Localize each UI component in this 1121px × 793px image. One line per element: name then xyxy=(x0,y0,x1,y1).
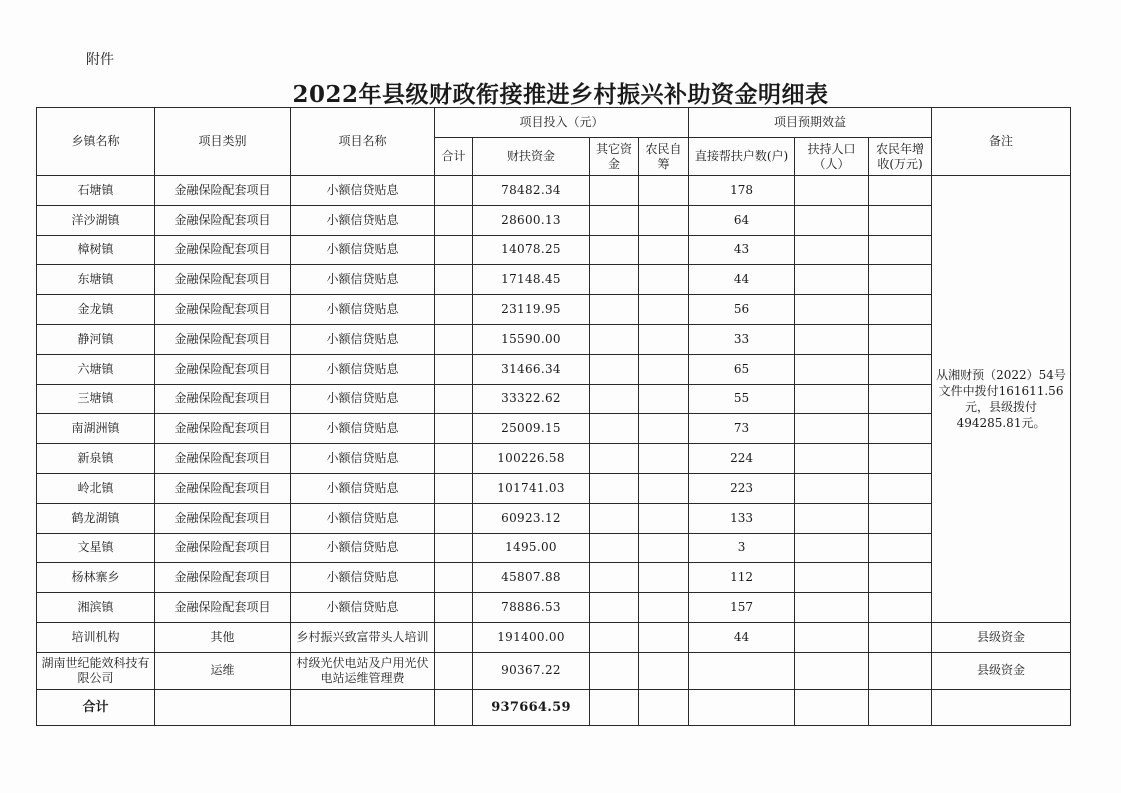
farmer-self-cell xyxy=(639,295,689,325)
farmer-self-cell xyxy=(639,563,689,593)
header-project-name: 项目名称 xyxy=(291,108,435,176)
farmer-self-cell xyxy=(639,384,689,414)
header-other-fund: 其它资金 xyxy=(590,138,639,176)
total-cell xyxy=(435,622,473,652)
table-row xyxy=(37,354,1071,384)
project-cell: 小额信贷贴息 xyxy=(291,503,435,533)
town-cell: 湘滨镇 xyxy=(37,593,155,623)
category-cell: 金融保险配套项目 xyxy=(155,235,291,265)
merged-remark-cell: 从湘财预（2022）54号文件中拨付161611.56元，县级拨付494285.81元。 xyxy=(932,176,1071,623)
header-households: 直接帮扶户数(户) xyxy=(689,138,795,176)
header-people: 扶持人口（人） xyxy=(795,138,869,176)
people-cell xyxy=(795,324,869,354)
town-cell: 岭北镇 xyxy=(37,473,155,503)
households-cell: 65 xyxy=(689,354,795,384)
farmer-self-cell xyxy=(639,444,689,474)
income-cell xyxy=(869,176,932,206)
category-cell xyxy=(155,689,291,725)
town-cell: 樟树镇 xyxy=(37,235,155,265)
farmer-self-cell xyxy=(639,652,689,689)
income-cell xyxy=(869,295,932,325)
table-row xyxy=(37,295,1071,325)
project-cell: 小额信贷贴息 xyxy=(291,384,435,414)
fiscal-fund-cell: 14078.25 xyxy=(473,235,590,265)
fund-detail-table xyxy=(36,107,1071,726)
fiscal-fund-cell: 78886.53 xyxy=(473,593,590,623)
income-cell xyxy=(869,354,932,384)
fiscal-fund-cell: 33322.62 xyxy=(473,384,590,414)
farmer-self-cell xyxy=(639,414,689,444)
table-row xyxy=(37,503,1071,533)
category-cell: 金融保险配套项目 xyxy=(155,324,291,354)
farmer-self-cell xyxy=(639,503,689,533)
project-cell: 小额信贷贴息 xyxy=(291,205,435,235)
income-cell xyxy=(869,324,932,354)
project-cell: 村级光伏电站及户用光伏电站运维管理费 xyxy=(291,652,435,689)
project-cell: 小额信贷贴息 xyxy=(291,414,435,444)
town-cell: 三塘镇 xyxy=(37,384,155,414)
table-row xyxy=(37,533,1071,563)
category-cell: 运维 xyxy=(155,652,291,689)
households-cell: 55 xyxy=(689,384,795,414)
farmer-self-cell xyxy=(639,533,689,563)
income-cell xyxy=(869,563,932,593)
header-remark: 备注 xyxy=(932,108,1071,176)
total-row xyxy=(37,689,1071,725)
income-cell xyxy=(869,414,932,444)
table-row xyxy=(37,205,1071,235)
table-row xyxy=(37,473,1071,503)
total-fund-cell: 937664.59 xyxy=(473,689,590,725)
fiscal-fund-cell: 191400.00 xyxy=(473,622,590,652)
households-cell: 157 xyxy=(689,593,795,623)
households-cell: 223 xyxy=(689,473,795,503)
total-cell xyxy=(435,205,473,235)
other-fund-cell xyxy=(590,265,639,295)
project-cell: 小额信贷贴息 xyxy=(291,444,435,474)
table-row xyxy=(37,622,1071,652)
fiscal-fund-cell: 90367.22 xyxy=(473,652,590,689)
other-fund-cell xyxy=(590,689,639,725)
income-cell xyxy=(869,235,932,265)
town-cell: 六塘镇 xyxy=(37,354,155,384)
income-cell xyxy=(869,622,932,652)
people-cell xyxy=(795,295,869,325)
total-cell xyxy=(435,414,473,444)
people-cell xyxy=(795,689,869,725)
project-cell: 乡村振兴致富带头人培训 xyxy=(291,622,435,652)
town-cell: 南湖洲镇 xyxy=(37,414,155,444)
people-cell xyxy=(795,265,869,295)
people-cell xyxy=(795,563,869,593)
total-cell xyxy=(435,235,473,265)
total-cell xyxy=(435,689,473,725)
people-cell xyxy=(795,533,869,563)
income-cell xyxy=(869,689,932,725)
farmer-self-cell xyxy=(639,265,689,295)
table-row xyxy=(37,414,1071,444)
people-cell xyxy=(795,652,869,689)
total-cell xyxy=(435,444,473,474)
other-fund-cell xyxy=(590,652,639,689)
other-fund-cell xyxy=(590,354,639,384)
people-cell xyxy=(795,176,869,206)
people-cell xyxy=(795,235,869,265)
total-cell xyxy=(435,295,473,325)
town-cell: 杨林寨乡 xyxy=(37,563,155,593)
other-fund-cell xyxy=(590,444,639,474)
project-cell: 小额信贷贴息 xyxy=(291,563,435,593)
town-cell: 鹤龙湖镇 xyxy=(37,503,155,533)
table-row xyxy=(37,444,1071,474)
total-cell xyxy=(435,473,473,503)
other-fund-cell xyxy=(590,384,639,414)
people-cell xyxy=(795,503,869,533)
town-cell: 湖南世纪能效科技有限公司 xyxy=(37,652,155,689)
other-fund-cell xyxy=(590,593,639,623)
project-cell: 小额信贷贴息 xyxy=(291,295,435,325)
fiscal-fund-cell: 78482.34 xyxy=(473,176,590,206)
total-cell xyxy=(435,503,473,533)
remark-cell xyxy=(932,689,1071,725)
category-cell: 金融保险配套项目 xyxy=(155,593,291,623)
category-cell: 金融保险配套项目 xyxy=(155,354,291,384)
project-cell: 小额信贷贴息 xyxy=(291,235,435,265)
header-income: 农民年增收(万元) xyxy=(869,138,932,176)
category-cell: 金融保险配套项目 xyxy=(155,503,291,533)
people-cell xyxy=(795,205,869,235)
fiscal-fund-cell: 100226.58 xyxy=(473,444,590,474)
farmer-self-cell xyxy=(639,354,689,384)
total-cell xyxy=(435,354,473,384)
category-cell: 金融保险配套项目 xyxy=(155,473,291,503)
other-fund-cell xyxy=(590,503,639,533)
town-cell: 金龙镇 xyxy=(37,295,155,325)
fiscal-fund-cell: 15590.00 xyxy=(473,324,590,354)
fiscal-fund-cell: 31466.34 xyxy=(473,354,590,384)
project-cell: 小额信贷贴息 xyxy=(291,324,435,354)
people-cell xyxy=(795,384,869,414)
category-cell: 金融保险配套项目 xyxy=(155,176,291,206)
fiscal-fund-cell: 28600.13 xyxy=(473,205,590,235)
category-cell: 金融保险配套项目 xyxy=(155,205,291,235)
total-cell xyxy=(435,176,473,206)
total-cell xyxy=(435,593,473,623)
people-cell xyxy=(795,473,869,503)
fiscal-fund-cell: 1495.00 xyxy=(473,533,590,563)
table-row xyxy=(37,593,1071,623)
households-cell xyxy=(689,652,795,689)
attachment-label: 附件 xyxy=(86,52,114,68)
total-cell xyxy=(435,265,473,295)
farmer-self-cell xyxy=(639,324,689,354)
income-cell xyxy=(869,384,932,414)
town-cell: 东塘镇 xyxy=(37,265,155,295)
other-fund-cell xyxy=(590,414,639,444)
other-fund-cell xyxy=(590,324,639,354)
header-farmer-self: 农民自筹 xyxy=(639,138,689,176)
project-cell: 小额信贷贴息 xyxy=(291,265,435,295)
farmer-self-cell xyxy=(639,205,689,235)
other-fund-cell xyxy=(590,622,639,652)
households-cell: 3 xyxy=(689,533,795,563)
project-cell: 小额信贷贴息 xyxy=(291,473,435,503)
category-cell: 金融保险配套项目 xyxy=(155,444,291,474)
total-cell xyxy=(435,533,473,563)
fiscal-fund-cell: 60923.12 xyxy=(473,503,590,533)
project-cell xyxy=(291,689,435,725)
table-row xyxy=(37,652,1071,689)
project-cell: 小额信贷贴息 xyxy=(291,593,435,623)
households-cell: 73 xyxy=(689,414,795,444)
remark-cell: 县级资金 xyxy=(932,652,1071,689)
category-cell: 金融保险配套项目 xyxy=(155,384,291,414)
other-fund-cell xyxy=(590,205,639,235)
farmer-self-cell xyxy=(639,176,689,206)
header-benefit: 项目预期效益 xyxy=(689,108,932,138)
total-cell xyxy=(435,652,473,689)
town-cell: 文星镇 xyxy=(37,533,155,563)
town-cell: 新泉镇 xyxy=(37,444,155,474)
header-investment: 项目投入（元） xyxy=(435,108,689,138)
project-cell: 小额信贷贴息 xyxy=(291,533,435,563)
farmer-self-cell xyxy=(639,622,689,652)
households-cell: 64 xyxy=(689,205,795,235)
farmer-self-cell xyxy=(639,235,689,265)
total-cell xyxy=(435,324,473,354)
table-row xyxy=(37,176,1071,206)
farmer-self-cell xyxy=(639,593,689,623)
town-cell: 石塘镇 xyxy=(37,176,155,206)
other-fund-cell xyxy=(590,295,639,325)
other-fund-cell xyxy=(590,235,639,265)
town-cell: 培训机构 xyxy=(37,622,155,652)
total-cell xyxy=(435,563,473,593)
category-cell: 金融保险配套项目 xyxy=(155,533,291,563)
category-cell: 其他 xyxy=(155,622,291,652)
header-town: 乡镇名称 xyxy=(37,108,155,176)
households-cell: 178 xyxy=(689,176,795,206)
fiscal-fund-cell: 23119.95 xyxy=(473,295,590,325)
other-fund-cell xyxy=(590,473,639,503)
fiscal-fund-cell: 45807.88 xyxy=(473,563,590,593)
farmer-self-cell xyxy=(639,473,689,503)
other-fund-cell xyxy=(590,563,639,593)
table-row xyxy=(37,384,1071,414)
fiscal-fund-cell: 101741.03 xyxy=(473,473,590,503)
households-cell: 133 xyxy=(689,503,795,533)
fiscal-fund-cell: 25009.15 xyxy=(473,414,590,444)
fiscal-fund-cell: 17148.45 xyxy=(473,265,590,295)
header-fiscal-fund: 财扶资金 xyxy=(473,138,590,176)
households-cell xyxy=(689,689,795,725)
households-cell: 112 xyxy=(689,563,795,593)
category-cell: 金融保险配套项目 xyxy=(155,414,291,444)
income-cell xyxy=(869,473,932,503)
table-row xyxy=(37,563,1071,593)
project-cell: 小额信贷贴息 xyxy=(291,354,435,384)
people-cell xyxy=(795,444,869,474)
project-cell: 小额信贷贴息 xyxy=(291,176,435,206)
category-cell: 金融保险配套项目 xyxy=(155,295,291,325)
table-row xyxy=(37,324,1071,354)
households-cell: 33 xyxy=(689,324,795,354)
people-cell xyxy=(795,354,869,384)
total-label-cell: 合计 xyxy=(37,689,155,725)
income-cell xyxy=(869,503,932,533)
category-cell: 金融保险配套项目 xyxy=(155,563,291,593)
category-cell: 金融保险配套项目 xyxy=(155,265,291,295)
farmer-self-cell xyxy=(639,689,689,725)
header-category: 项目类别 xyxy=(155,108,291,176)
income-cell xyxy=(869,444,932,474)
table-row xyxy=(37,265,1071,295)
income-cell xyxy=(869,652,932,689)
total-cell xyxy=(435,384,473,414)
households-cell: 224 xyxy=(689,444,795,474)
page-title: 2022年县级财政衔接推进乡村振兴补助资金明细表 xyxy=(292,81,829,108)
people-cell xyxy=(795,414,869,444)
income-cell xyxy=(869,593,932,623)
households-cell: 44 xyxy=(689,622,795,652)
table-row xyxy=(37,235,1071,265)
people-cell xyxy=(795,622,869,652)
households-cell: 43 xyxy=(689,235,795,265)
households-cell: 44 xyxy=(689,265,795,295)
income-cell xyxy=(869,533,932,563)
header-total: 合计 xyxy=(435,138,473,176)
people-cell xyxy=(795,593,869,623)
households-cell: 56 xyxy=(689,295,795,325)
other-fund-cell xyxy=(590,533,639,563)
other-fund-cell xyxy=(590,176,639,206)
town-cell: 洋沙湖镇 xyxy=(37,205,155,235)
town-cell: 静河镇 xyxy=(37,324,155,354)
remark-cell: 县级资金 xyxy=(932,622,1071,652)
income-cell xyxy=(869,265,932,295)
income-cell xyxy=(869,205,932,235)
